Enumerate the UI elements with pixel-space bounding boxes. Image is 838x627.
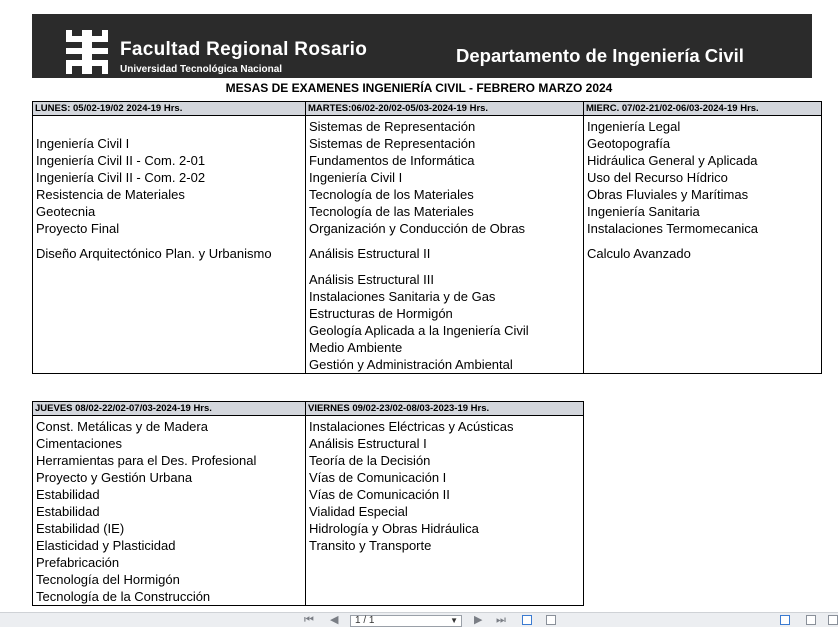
subject-item: Ingeniería Civil I [309,170,403,185]
subject-item: Ingeniería Civil I [36,136,130,151]
chevron-down-icon: ▼ [450,616,458,625]
subject-item: Herramientas para el Des. Profesional [36,453,257,468]
subject-item: Geotecnia [36,204,96,219]
next-page-icon[interactable]: ▶ [474,614,483,626]
two-page-view-icon[interactable] [806,615,816,625]
subject-item: Hidrología y Obras Hidráulica [309,521,479,536]
column-heading: MARTES:06/02-20/02-05/03-2024-19 Hrs. [306,102,583,116]
column-heading: LUNES: 05/02-19/02 2024-19 Hrs. [33,102,305,116]
subject-item: Transito y Transporte [309,538,432,553]
subject-item: Proyecto y Gestión Urbana [36,470,193,485]
subject-item: Instalaciones Sanitaria y de Gas [309,289,496,304]
viewer-toolbar [0,612,838,627]
subject-item: Teoría de la Decisión [309,453,431,468]
subject-item: Uso del Recurso Hídrico [587,170,728,185]
subject-item: Análisis Estructural III [309,272,434,287]
subject-item: Vías de Comunicación I [309,470,447,485]
subject-item: Proyecto Final [36,221,120,236]
subject-item: Elasticidad y Plasticidad [36,538,176,553]
column-heading: JUEVES 08/02-22/02-07/03-2024-19 Hrs. [33,402,305,416]
subject-item: Tecnología de las Materiales [309,204,474,219]
subject-item: Estabilidad (IE) [36,521,125,536]
last-page-icon[interactable]: ⏭ [496,614,506,626]
subject-item: Obras Fluviales y Marítimas [587,187,749,202]
column-wednesday [584,102,821,373]
subject-item: Const. Metálicas y de Madera [36,419,208,434]
previous-page-icon[interactable]: ◀ [330,614,339,626]
scroll-view-icon[interactable] [828,615,838,625]
faculty-subtitle: Universidad Tecnológica Nacional [120,64,283,75]
subject-item: Geotopografía [587,136,671,151]
exam-table-thu-fri [32,401,584,606]
subject-item: Tecnología de la Construcción [36,589,211,604]
subject-item: Gestión y Administración Ambiental [309,357,513,372]
subject-item: Estabilidad [36,487,100,502]
page-indicator: 1 / 1 [355,615,375,626]
column-heading: VIERNES 09/02-23/02-08/03-2023-19 Hrs. [306,402,583,416]
subject-item: Ingeniería Sanitaria [587,204,700,219]
subject-item: Cimentaciones [36,436,122,451]
subject-item: Vialidad Especial [309,504,408,519]
subject-item: Resistencia de Materiales [36,187,185,202]
subject-item: Instalaciones Eléctricas y Acústicas [309,419,514,434]
subject-item: Medio Ambiente [309,340,403,355]
subject-item: Organización y Conducción de Obras [309,221,526,236]
column-tuesday [306,102,584,373]
subject-item: Tecnología de los Materiales [309,187,474,202]
faculty-name: Facultad Regional Rosario [120,39,368,60]
fit-page-icon[interactable] [522,615,532,625]
subject-item: Instalaciones Termomecanica [587,221,759,236]
subject-item: Ingeniería Civil II - Com. 2-02 [36,170,206,185]
subject-item: Hidráulica General y Aplicada [587,153,758,168]
column-thursday [33,402,306,605]
first-page-icon[interactable]: ⏮ [304,614,314,626]
subject-item: Tecnología del Hormigón [36,572,180,587]
subject-item: Ingeniería Legal [587,119,681,134]
subject-item: Prefabricación [36,555,120,570]
print-icon[interactable] [546,615,556,625]
subject-item: Análisis Estructural II [309,246,431,261]
page-selector[interactable] [350,615,462,627]
subject-item: Calculo Avanzado [587,246,691,261]
subject-item: Sistemas de Representación [309,119,476,134]
subject-item: Diseño Arquitectónico Plan. y Urbanismo [36,246,272,261]
column-monday [33,102,306,373]
exam-table-mon-wed [32,101,822,374]
subject-item: Fundamentos de Informática [309,153,475,168]
single-page-view-icon[interactable] [780,615,790,625]
subject-item: Ingeniería Civil II - Com. 2-01 [36,153,206,168]
subject-item: Estructuras de Hormigón [309,306,453,321]
department-name: Departamento de Ingeniería Civil [456,45,744,66]
subject-item: Análisis Estructural I [309,436,427,451]
header-banner [32,14,812,78]
column-heading: MIERC. 07/02-21/02-06/03-2024-19 Hrs. [584,102,821,116]
document-title: MESAS DE EXAMENES INGENIERÍA CIVIL - FEBRERO MARZO 2024 [225,81,613,95]
subject-item: Geología Aplicada a la Ingeniería Civil [309,323,529,338]
utn-logo-icon [66,30,108,74]
column-friday [306,402,583,605]
subject-item: Sistemas de Representación [309,136,476,151]
subject-item: Vías de Comunicación II [309,487,450,502]
subject-item: Estabilidad [36,504,100,519]
